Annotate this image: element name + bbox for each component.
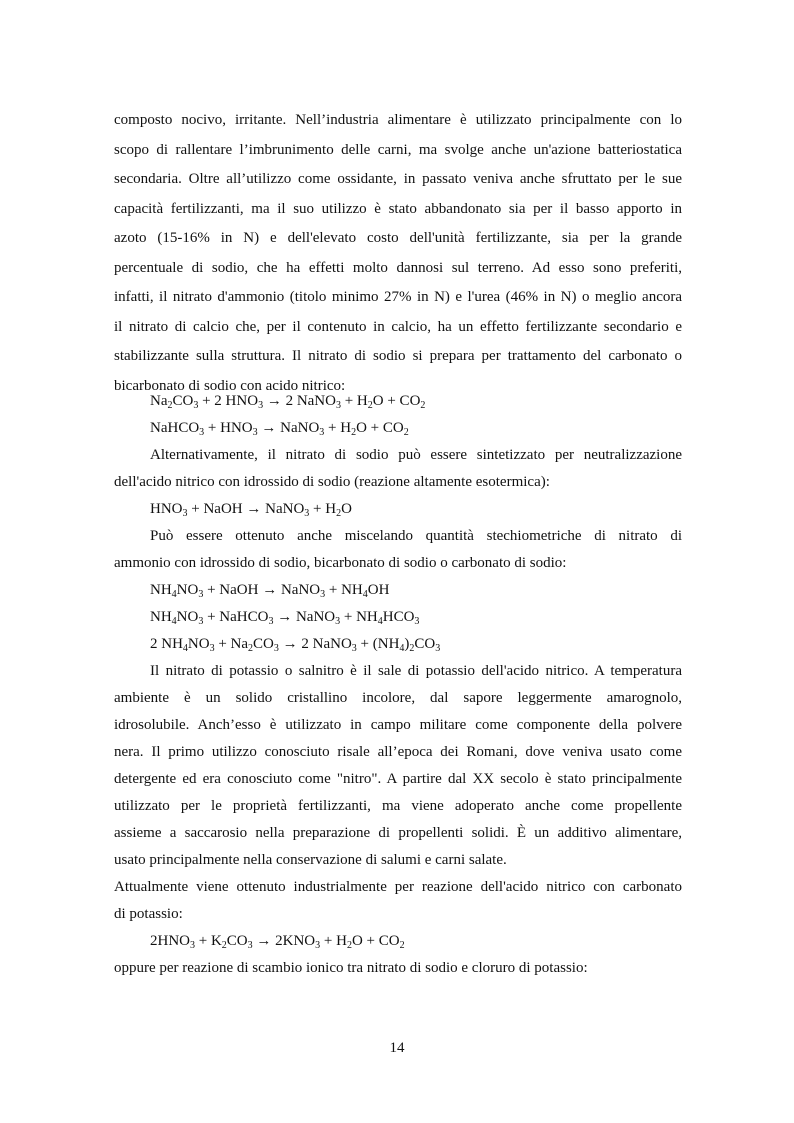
text-line: bicarbonato di sodio con acido nitrico: [114, 377, 346, 394]
text-line: Il nitrato di potassio o salnitro è il sale di potassio dell'acido nitrico. A temperatura [150, 663, 682, 679]
text-line: oppure per reazione di scambio ionico tra nitrato di sodio e cloruro di potassio: [114, 960, 588, 976]
text-line: percentuale di sodio, che ha effetti molto dannosi sul terreno. Ad esso sono preferiti, [114, 259, 682, 276]
text-line: dell'acido nitrico con idrossido di sodio (reazione altamente esotermica): [114, 474, 550, 490]
text-line: ammonio con idrossido di sodio, bicarbonato di sodio o carbonato di sodio: [114, 555, 567, 571]
chemical-equation: $HNO_3$ + NaOH → NaNO$_3$ + $H_2O$ [150, 501, 352, 519]
chemical-equation: 2 $NH_4NO_3 + Na_2CO_3 \to 2$ NaNO$_3$ + $(NH_4)_2CO_3$ [150, 636, 441, 654]
text-line: scopo di rallentare l’imbrunimento delle carni, ma svolge anche un'azione batteriostatica [114, 141, 682, 158]
text-line: il nitrato di calcio che, per il contenuto in calcio, ha un effetto fertilizzante secondario e [114, 318, 682, 335]
text-line: Attualmente viene ottenuto industrialmente per reazione dell'acido nitrico con carbonato [114, 879, 682, 895]
chemical-equation: $NH_4NO_3$ + NaHCO$_3$ → NaNO$_3$ + $NH_4HCO_3$ [150, 609, 420, 627]
text-line: secondaria. Oltre all’utilizzo come ossidante, in passato veniva anche sfruttato per le sue [114, 171, 682, 187]
text-line: nera. Il primo utilizzo conosciuto risale all’epoca dei Romani, dove veniva usato come [114, 744, 682, 760]
text-line: ambiente è un solido cristallino incolore, dal sapore leggermente amarognolo, [114, 690, 682, 706]
text-line: utilizzato per le proprietà fertilizzanti, ma viene adoperato anche come propellente [114, 798, 682, 814]
text-line: detergente ed era conosciuto come "nitro". A partire dal XX secolo è stato principalmente [114, 771, 682, 787]
text-line: azoto (15-16% in N) e dell'elevato costo dell'unità fertilizzante, sia per la grande [114, 230, 682, 246]
chemical-equation: NaHCO$_3$ + $HNO_3$ → NaNO$_3$ + $H_2O + CO_2$ [150, 420, 409, 438]
text-line: stabilizzante sulla struttura. Il nitrato di sodio si prepara per trattamento del carbonato o [114, 348, 682, 364]
text-line: di potassio: [114, 906, 183, 922]
text-line: idrosolubile. Anch’esso è utilizzato in campo militare come componente della polvere [114, 717, 682, 733]
text-line: Alternativamente, il nitrato di sodio può essere sintetizzato per neutralizzazione [150, 447, 682, 463]
text-line: usato principalmente nella conservazione di salumi e carni salate. [114, 852, 507, 868]
text-line: capacità fertilizzanti, ma il suo utilizzo è stato abbandonato sia per il basso apporto in [114, 200, 682, 217]
text-line: infatti, il nitrato d'ammonio (titolo minimo 27% in N) e l'urea (46% in N) o meglio ancora [114, 289, 682, 305]
chemical-equation: $NH_4NO_3$ + NaOH → NaNO$_3$ + $NH_4OH$ [150, 582, 390, 600]
text-line: assieme a saccarosio nella preparazione di propellenti solidi. È un additivo alimentare, [114, 825, 682, 841]
text-line: Può essere ottenuto anche miscelando quantità stechiometriche di nitrato di [150, 528, 682, 544]
text-line: composto nocivo, irritante. Nell’industria alimentare è utilizzato principalmente con lo [114, 112, 682, 128]
page-number: 14 [389, 1040, 405, 1056]
chemical-equation: $Na_2CO_3 + 2$ $HNO_3 \to 2$ NaNO$_3$ + $H_2O + CO_2$ [150, 393, 426, 411]
chemical-equation: $2HNO_3 + K_2CO_3 \to 2KNO_3 + H_2O + CO_2$ [150, 933, 405, 951]
